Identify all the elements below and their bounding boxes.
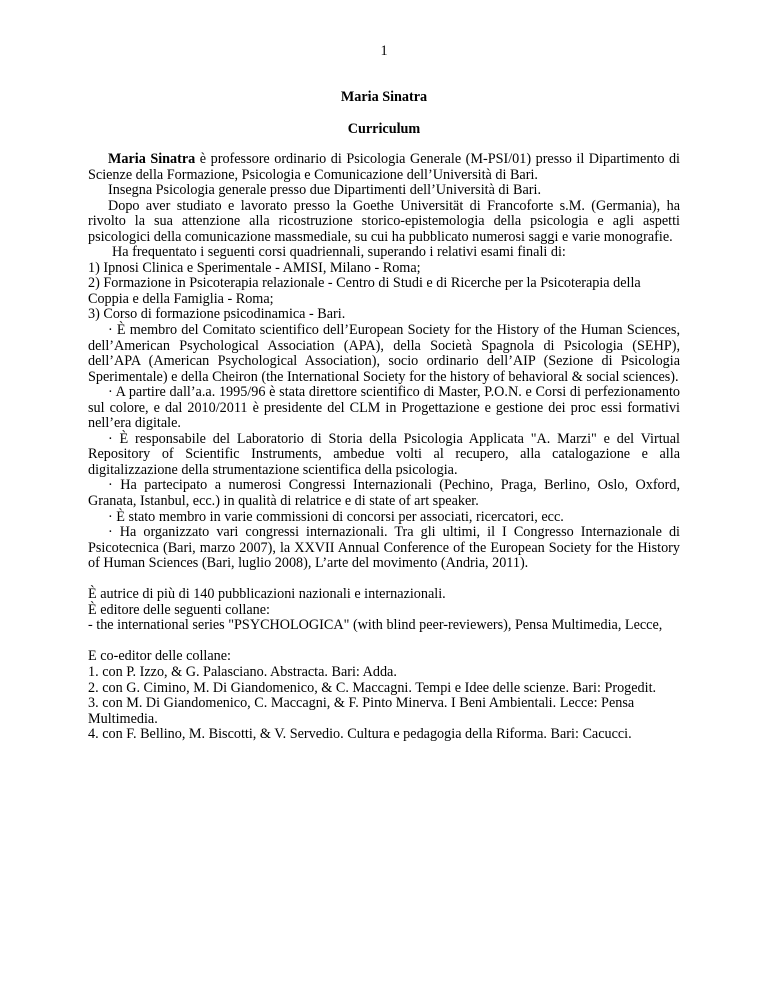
document-title: Maria Sinatra (340, 89, 428, 105)
bullet-paragraph: · È membro del Comitato scientifico dell’European Society for the History of the Human Sciences, dell’American Psychological Association (APA), della Società Spagnola di Psicologia (SEHP), dell’APA (American Psychological Association), socio ordinario dell’AIP (Sezione di Psicologia Sperimentale) e della Cheiron (the International Society for the history of behavioral & social sciences). (88, 322, 680, 385)
publications-line: È autrice di più di 140 pubblicazioni nazionali e internazionali. (88, 586, 446, 603)
document-body (88, 152, 680, 743)
intro-paragraph (88, 152, 680, 183)
intro-name: Maria Sinatra (108, 151, 196, 167)
page-number: 1 (380, 43, 388, 59)
course-item: 1) Ipnosi Clinica e Sperimentale - AMISI, Milano - Roma; (88, 259, 421, 276)
spacer (88, 634, 680, 650)
bullet-paragraph: · Ha organizzato vari congressi internazionali. Tra gli ultimi, il I Congresso Internazionale di Psicotecnica (Bari, marzo 2007), la XXVII Annual Conference of the European Society for the History of Human Sciences (Bari, luglio 2008), L’arte del movimento (Andria, 2011). (88, 524, 680, 572)
intro-text: è professore ordinario di Psicologia Generale (M-PSI/01) presso il Dipartimento di Scienze della Formazione, Psicologia e Comunicazione dell’Università di Bari. (88, 151, 681, 183)
course-item: 2) Formazione in Psicoterapia relazionale - Centro di Studi e di Ricerche per la Psicoterapia della Coppia e della Famiglia - Roma; (88, 275, 641, 307)
bullet-paragraph: · È stato membro in varie commissioni di concorsi per associati, ricercatori, ecc. (108, 508, 564, 525)
coeditor-item: 2. con G. Cimino, M. Di Giandomenico, & C. Maccagni. Tempi e Idee delle scienze. Bari: Progedit. (88, 679, 657, 696)
coeditor-item: 4. con F. Bellino, M. Biscotti, & V. Servedio. Cultura e pedagogia della Riforma. Bari: Cacucci. (88, 726, 632, 743)
courses-intro: Ha frequentato i seguenti corsi quadriennali, superando i relativi esami finali di: (112, 244, 566, 261)
coeditor-intro: E co-editor delle collane: (88, 648, 231, 665)
coeditor-item: 1. con P. Izzo, & G. Palasciano. Abstracta. Bari: Adda. (88, 663, 397, 680)
bullet-paragraph: · Ha partecipato a numerosi Congressi Internazionali (Pechino, Praga, Berlino, Oslo, Oxford, Granata, Istanbul, ecc.) in qualità di relatrice e di state of art speaker. (88, 477, 680, 510)
course-item: 3) Corso di formazione psicodinamica - Bari. (88, 306, 346, 323)
teaching-paragraph: Insegna Psicologia generale presso due Dipartimenti dell’Università di Bari. (108, 182, 541, 199)
document-subtitle: Curriculum (347, 121, 421, 137)
editor-intro: È editore delle seguenti collane: (88, 601, 270, 618)
studies-paragraph: Dopo aver studiato e lavorato presso la Goethe Universität di Francoforte s.M. (Germania), ha rivolto la sua attenzione alla ricostruzione storico-epistemologia della psicologia e agli aspetti psicologici della comunicazione massmediale, su cui ha pubblicato numerosi saggi e varie monografie. (88, 197, 680, 245)
coeditor-item: 3. con M. Di Giandomenico, C. Maccagni, & F. Pinto Minerva. I Beni Ambientali. Lecce: Pensa Multimedia. (88, 695, 635, 727)
bullet-paragraph: · È responsabile del Laboratorio di Storia della Psicologia Applicata "A. Marzi" e del Virtual Repository of Scientific Instruments, ambedue volti al recupero, alla catalogazione e alla digitalizzazione della strumentazione scientifica della psicologia. (88, 430, 680, 478)
editor-series: - the international series "PSYCHOLOGICA" (with blind peer-reviewers), Pensa Multimedia, Lecce, (88, 617, 663, 634)
bullet-paragraph: · A partire dall’a.a. 1995/96 è stata direttore scientifico di Master, P.O.N. e Corsi di perfezionamento sul colore, e dal 2010/2011 è presidente del CLM in Progettazione e gestione dei proc essi formativi nell’era digitale. (88, 384, 680, 432)
spacer (88, 572, 680, 588)
